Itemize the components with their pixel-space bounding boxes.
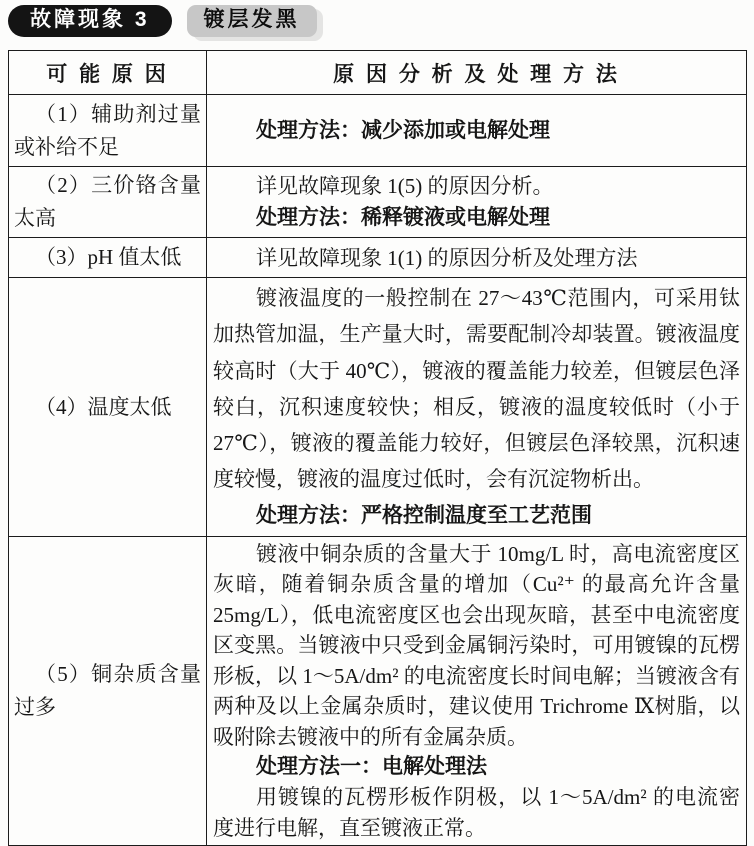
treatment-method-text: 电解处理法: [382, 754, 488, 778]
cause-text-line: （5）铜杂质含量: [35, 662, 201, 687]
cause-cell: [9, 278, 207, 537]
treatment-method-text: 稀释镀液或电解处理: [361, 206, 551, 229]
analysis-paragraph: 镀液中铜杂质的含量大于 10mg/L 时，高电流密度区灰暗，随着铜杂质含量的增加（Cu²⁺ 的最高允许含量 25mg/L），低电流密度区也会出现灰暗，甚至中电流密度区变黑。当镀液中只受到金属铜污染时，可用镀镍的瓦楞形板，以 1～5A/dm² 的电流密度长时间电解；当镀液含有两种及以上金属杂质时，建议使用 Trichrome Ⅸ树脂，以吸附除去镀液中的所有金属杂质。: [213, 542, 740, 749]
table-body: [9, 95, 747, 846]
section-header: [8, 5, 746, 37]
cause-cell: [9, 238, 207, 278]
analysis-cell: [207, 167, 747, 238]
analysis-paragraph: 用镀镍的瓦楞形板作阴极，以 1～5A/dm² 的电流密度进行电解，直至镀液正常。: [213, 785, 740, 840]
cause-text-line: （1）辅助剂过量: [35, 101, 201, 126]
cause-cell: [9, 537, 207, 846]
analysis-cell: [207, 238, 747, 278]
analysis-cell: [207, 278, 747, 537]
treatment-method-line: [213, 202, 740, 234]
column-header-analysis: 原 因 分 析 及 处 理 方 法: [207, 51, 747, 95]
treatment-method-label: 处理方法：: [256, 503, 362, 527]
analysis-paragraph: 镀液温度的一般控制在 27～43℃范围内，可采用钛加热管加温，生产量大时，需要配制冷却装置。镀液温度较高时（大于 40℃），镀液的覆盖能力较差，但镀层色泽较白，沉积速度较快；相反，镀液的温度较低时（小于 27℃），镀液的覆盖能力较好，但镀层色泽较黑，沉积速度较慢，镀液的温度过低时，会有沉淀物析出。: [213, 286, 740, 492]
cause-text-line: 或补给不足: [14, 134, 119, 159]
cause-text-line: （2）三价铬含量: [35, 173, 201, 197]
table-row: [9, 537, 747, 846]
analysis-cell: [207, 537, 747, 846]
treatment-method-label: 处理方法：: [256, 118, 362, 142]
treatment-method-label: 处理方法：: [256, 206, 362, 229]
column-header-cause: 可 能 原 因: [9, 51, 207, 95]
table-row: [9, 238, 747, 278]
cause-cell: [9, 167, 207, 238]
treatment-method-text: 严格控制温度至工艺范围: [361, 503, 593, 527]
cause-cell: [9, 95, 207, 167]
cause-text-line: （3）pH 值太低: [35, 245, 182, 269]
table-header-row: [9, 51, 747, 95]
table-row: [9, 278, 747, 537]
table-row: [9, 95, 747, 167]
fault-title-badge: 镀层发黑: [187, 5, 317, 37]
treatment-method-line: [213, 115, 740, 147]
analysis-paragraph: 详见故障现象 1(5) 的原因分析。: [256, 174, 554, 198]
treatment-method-text: 减少添加或电解处理: [361, 118, 551, 142]
treatment-method-line: [213, 752, 740, 782]
fault-table: [8, 50, 747, 846]
analysis-cell: [207, 95, 747, 167]
cause-text-line: 太高: [14, 206, 56, 230]
cause-text-line: 过多: [14, 695, 56, 720]
treatment-method-label: 处理方法一：: [256, 754, 383, 778]
table-row: [9, 167, 747, 238]
treatment-method-line: [213, 498, 740, 534]
cause-text-line: （4）温度太低: [35, 394, 172, 419]
analysis-paragraph: 详见故障现象 1(1) 的原因分析及处理方法: [256, 245, 638, 270]
fault-number-badge: 故障现象 3: [8, 5, 172, 37]
